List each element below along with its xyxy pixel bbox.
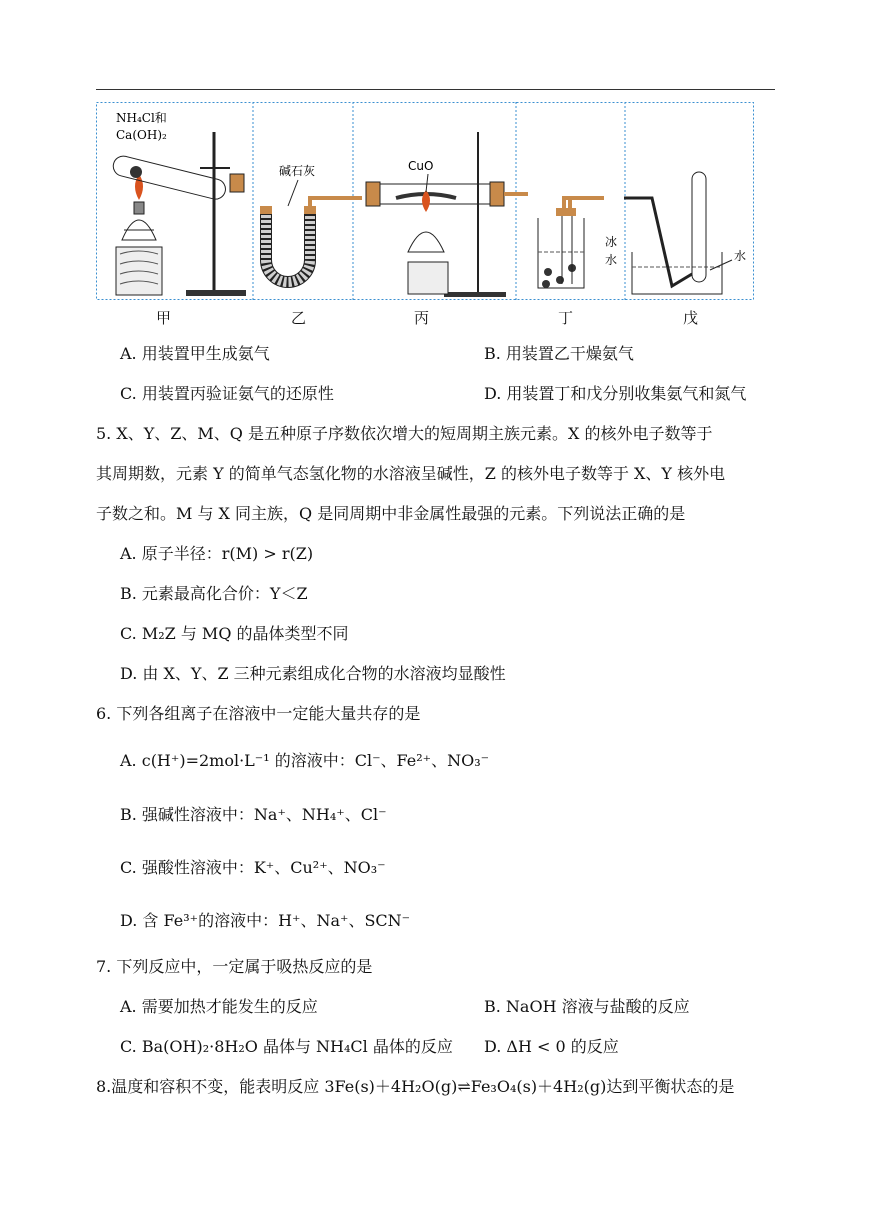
label-reagent: NH₄Cl和 — [116, 111, 167, 125]
q5-option-b: B. 元素最高化合价：Y＜Z — [120, 584, 308, 603]
apparatus-figure — [96, 102, 754, 300]
q5-stem-line2: 其周期数，元素 Y 的简单气态氢化物的水溶液呈碱性，Z 的核外电子数等于 X、Y 核外电 — [96, 464, 726, 483]
label-ice2: 水 — [605, 253, 618, 267]
q7-option-d: D. ΔH < 0 的反应 — [484, 1037, 619, 1056]
apparatus-wu — [624, 172, 732, 294]
q4-option-b: B. 用装置乙干燥氨气 — [484, 344, 634, 363]
apparatus-diagram — [96, 102, 754, 300]
q4-option-a: A. 用装置甲生成氨气 — [120, 344, 270, 363]
q8-stem: 8.温度和容积不变，能表明反应 3Fe(s)＋4H₂O(g)⇌Fe₃O₄(s)＋4H₂(g)达到平衡状态的是 — [96, 1077, 735, 1096]
header-rule — [96, 89, 775, 90]
label-lime: 碱石灰 — [279, 164, 316, 178]
q7-option-b: B. NaOH 溶液与盐酸的反应 — [484, 997, 690, 1016]
label-water: 水 — [734, 249, 747, 263]
apparatus-yi — [260, 180, 362, 282]
caption-bing: 丙 — [414, 309, 430, 327]
caption-yi: 乙 — [291, 309, 307, 327]
label-cuo: CuO — [408, 159, 434, 173]
q4-option-c: C. 用装置丙验证氨气的还原性 — [120, 384, 334, 403]
apparatus-bing — [366, 132, 528, 297]
q4-option-d: D. 用装置丁和戊分别收集氨气和氮气 — [484, 384, 747, 403]
q7-stem: 7. 下列反应中，一定属于吸热反应的是 — [96, 957, 373, 976]
q6-option-a: A. c(H⁺)=2mol·L⁻¹ 的溶液中：Cl⁻、Fe²⁺、NO₃⁻ — [120, 751, 490, 770]
apparatus-jia — [111, 132, 246, 296]
q5-stem-line3: 子数之和。M 与 X 同主族，Q 是同周期中非金属性最强的元素。下列说法正确的是 — [96, 504, 686, 523]
q6-option-b: B. 强碱性溶液中：Na⁺、NH₄⁺、Cl⁻ — [120, 805, 387, 824]
caption-ding: 丁 — [558, 309, 574, 327]
q7-option-a: A. 需要加热才能发生的反应 — [120, 997, 318, 1016]
caption-jia: 甲 — [156, 309, 172, 327]
q6-stem: 6. 下列各组离子在溶液中一定能大量共存的是 — [96, 704, 421, 723]
q5-stem-line1: 5. X、Y、Z、M、Q 是五种原子序数依次增大的短周期主族元素。X 的核外电子数等于 — [96, 424, 713, 443]
q6-option-d: D. 含 Fe³⁺的溶液中：H⁺、Na⁺、SCN⁻ — [120, 911, 411, 930]
q6-option-c: C. 强酸性溶液中：K⁺、Cu²⁺、NO₃⁻ — [120, 858, 386, 877]
label-reagent2: Ca(OH)₂ — [116, 128, 167, 142]
q5-option-d: D. 由 X、Y、Z 三种元素组成化合物的水溶液均显酸性 — [120, 664, 506, 683]
apparatus-ding — [538, 198, 604, 288]
q5-option-a: A. 原子半径：r(M) > r(Z) — [120, 544, 314, 563]
caption-wu: 戊 — [683, 309, 699, 327]
q5-option-c: C. M₂Z 与 MQ 的晶体类型不同 — [120, 624, 349, 643]
q7-option-c: C. Ba(OH)₂·8H₂O 晶体与 NH₄Cl 晶体的反应 — [120, 1037, 453, 1056]
label-ice: 冰 — [605, 235, 618, 249]
